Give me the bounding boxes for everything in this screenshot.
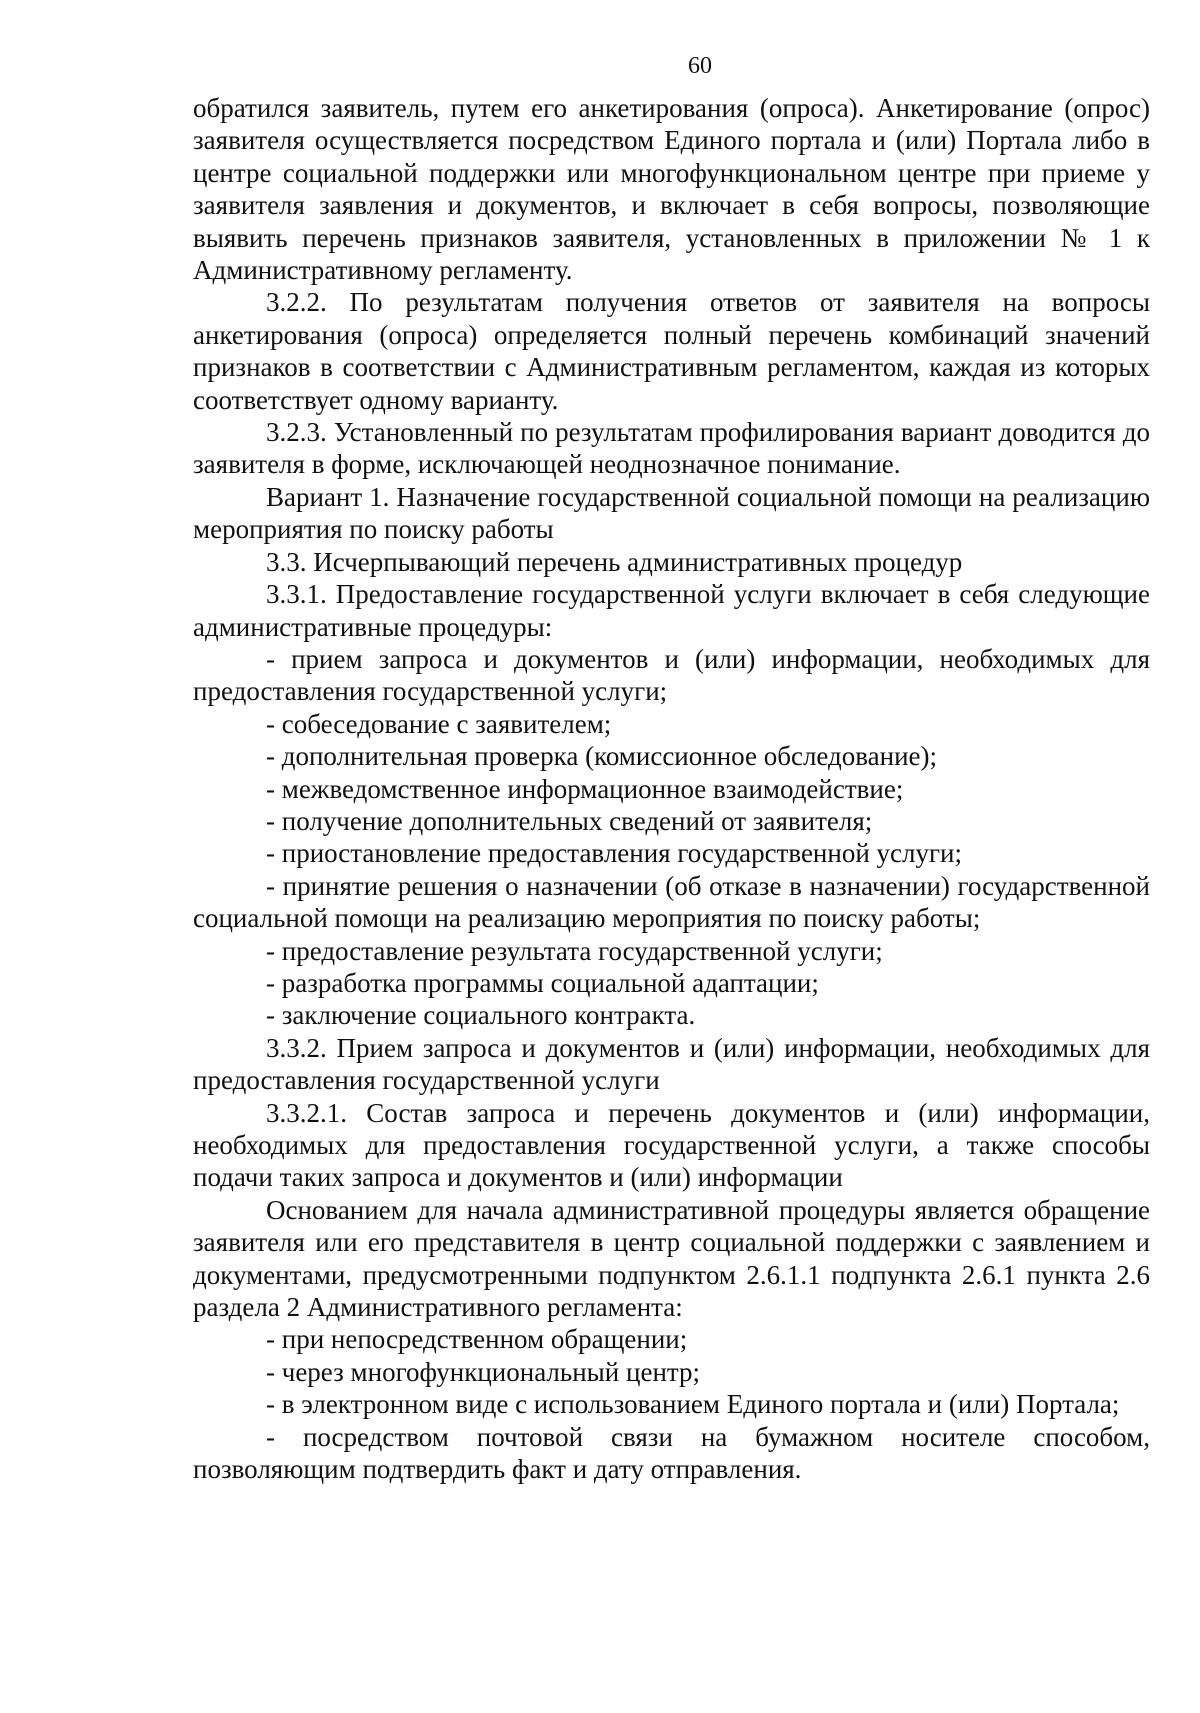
list-item-request-reception: - прием запроса и документов и (или) информации, необходимых для предоставления государственной услуги;	[193, 643, 1150, 707]
list-item-adaptation-program: - разработка программы социальной адаптации;	[266, 967, 819, 998]
list-item-result: - предоставление результата государственной услуги;	[266, 935, 883, 966]
list-item-interview: - собеседование с заявителем;	[266, 708, 612, 739]
paragraph-3-2-3: 3.2.3. Установленный по результатам профилирования вариант доводится до заявителя в форме, исключающей неоднозначное понимание.	[193, 417, 1150, 480]
section-3-3-2-heading: 3.3.2. Прием запроса и документов и (или) информации, необходимых для предоставления государственной услуги	[193, 1032, 1150, 1096]
list-item-mfc: - через многофункциональный центр;	[266, 1356, 701, 1387]
list-item-direct-appeal: - при непосредственном обращении;	[266, 1324, 688, 1355]
paragraph-survey-continuation: обратился заявитель, путем его анкетирования (опроса). Анкетирование (опрос) заявителя осуществляется посредством Единого портала и (или) Портала либо в центре социальной поддержки или многофункциональном центре при приеме у заявителя заявления и документов, и включает в себя вопросы, позволяющие выявить перечень признаков заявителя, установленных в приложении № 1 к Административному регламенту.	[193, 93, 1150, 286]
list-item-postal: - посредством почтовой связи на бумажном носителе способом, позволяющим подтвердить факт и дату отправления.	[193, 1421, 1150, 1485]
list-item-interagency-interaction: - межведомственное информационное взаимодействие;	[266, 773, 904, 804]
variant-1-heading: Вариант 1. Назначение государственной социальной помощи на реализацию мероприятия по поиску работы	[193, 481, 1150, 545]
page-body	[193, 92, 1150, 1485]
paragraph-3-2-2: 3.2.2. По результатам получения ответов от заявителя на вопросы анкетирования (опроса) определяется полный перечень комбинаций значений признаков в соответствии с Административным регламентом, каждая из которых соответствует одному варианту.	[193, 287, 1150, 415]
list-item-additional-info: - получение дополнительных сведений от заявителя;	[266, 805, 873, 836]
section-3-3-heading: 3.3. Исчерпывающий перечень административных процедур	[266, 546, 963, 577]
list-item-suspension: - приостановление предоставления государственной услуги;	[266, 838, 963, 869]
page-number: 60	[688, 53, 712, 79]
paragraph-3-3-1: 3.3.1. Предоставление государственной услуги включает в себя следующие административные процедуры:	[193, 579, 1150, 642]
list-item-additional-check: - дополнительная проверка (комиссионное обследование);	[266, 741, 938, 772]
list-item-social-contract: - заключение социального контракта.	[266, 1000, 696, 1031]
paragraph-grounds: Основанием для начала административной процедуры является обращение заявителя или его представителя в центр социальной поддержки с заявлением и документами, предусмотренными подпунктом 2.6.1.1 подпункта 2.6.1 пункта 2.6 раздела 2 Административного регламента:	[193, 1194, 1150, 1323]
list-item-electronic: - в электронном виде с использованием Единого портала и (или) Портала;	[266, 1389, 1120, 1420]
list-item-decision: - принятие решения о назначении (об отказе в назначении) государственной социальной помощи на реализацию мероприятия по поиску работы;	[193, 870, 1150, 934]
section-3-3-2-1-heading: 3.3.2.1. Состав запроса и перечень документов и (или) информации, необходимых для предоставления государственной услуги, а также способы подачи таких запроса и документов и (или) информации	[193, 1097, 1150, 1193]
